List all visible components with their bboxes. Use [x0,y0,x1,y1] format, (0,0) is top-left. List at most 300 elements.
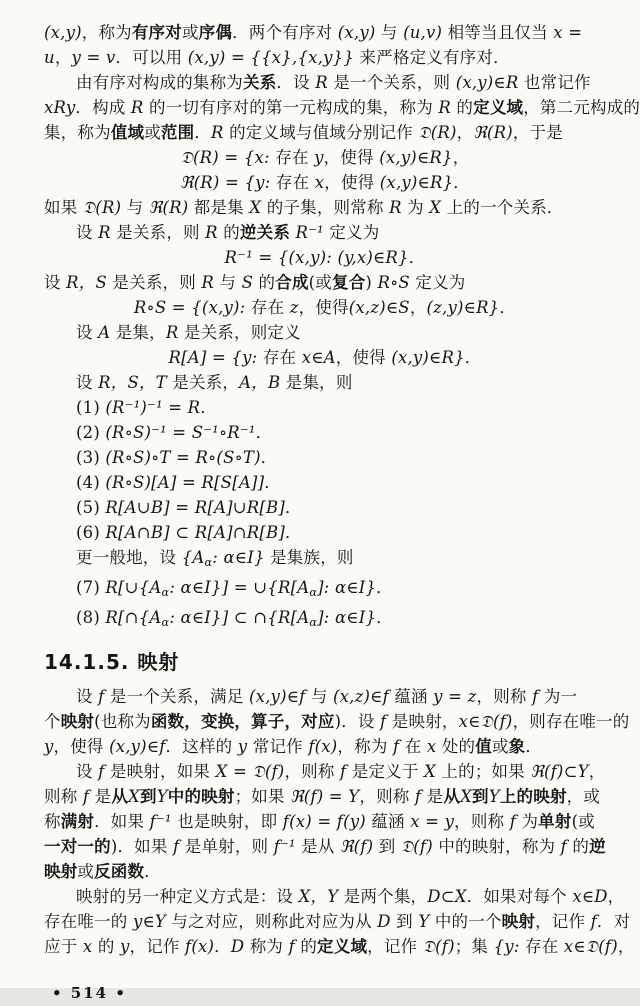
text-segment: 到 [139,787,157,807]
text-segment: ℜ(f) = Y [290,787,360,807]
text-segment: 为 [401,198,430,217]
text-segment: 单射 [538,812,572,832]
text-segment: 定义域 [473,98,524,117]
text-segment: y = v [71,48,116,67]
text-line [44,445,606,470]
text-segment: 蕴涵 [388,687,434,707]
text-segment: {A [181,548,205,567]
text-line [44,195,606,220]
text-segment: 𝔇(R) = {x: [180,148,276,167]
text-segment: x [314,173,325,192]
text-segment: R [211,123,224,142]
text-segment: 的 [450,98,474,117]
text-segment: 由有序对构成的集称为 [76,73,243,92]
text-segment: 满射 [60,812,95,832]
text-segment: 与 [375,23,404,42]
text-segment: 设 [76,762,99,782]
text-segment: 中的映射 [167,787,235,807]
text-segment: 存在 [250,298,290,317]
text-segment: R，S，T [98,373,167,392]
text-segment: ． [200,398,218,417]
text-segment: 复合 [332,273,366,292]
text-segment: x [426,737,437,757]
text-segment: 是单射，则 [179,837,274,857]
text-segment: 是映射，如果 [104,762,216,782]
text-segment: (x,y)∈R} [379,173,454,192]
text-line [44,575,606,605]
text-segment: R∘S = {(x,y): [133,298,251,317]
text-segment: ． [499,298,517,317]
text-line [44,370,606,395]
text-segment: 设 [76,687,99,707]
text-line [44,520,606,545]
text-segment: (R⁻¹)⁻¹ = R [105,398,201,417]
text-line [44,20,606,45]
text-segment: 合成 [275,273,309,292]
text-segment: ℜ(R) = {y: [180,173,276,192]
text-segment: 在 [399,737,427,757]
text-segment: (R∘S)[A] = R[S[A]] [105,473,265,492]
text-segment: S [241,273,254,292]
text-segment: ℜ(R) [148,198,189,217]
text-segment: 的定义域与值域分别记作 [223,123,419,142]
text-segment: ；如果 [234,787,291,807]
text-segment: 值域 [110,123,145,142]
text-segment: R∘S [377,273,410,292]
text-segment: (3) [76,448,106,467]
text-segment: 是关系， [166,373,240,392]
text-line [44,734,606,759]
text-segment: 为一 [538,687,578,707]
text-segment: 存在 [275,173,315,192]
text-segment: Y [488,787,500,807]
text-segment: ，则称 [476,687,533,707]
text-segment: 到 [390,912,419,932]
text-segment: f [560,837,567,857]
text-segment: 存在唯一的 [44,912,133,932]
formula-line [44,245,606,270]
text-segment: X [429,198,442,217]
text-segment: ． [408,248,426,267]
text-segment: ， [607,887,625,907]
text-segment: ．可以用 [115,48,188,67]
text-segment: (R∘S)∘T = R∘(S∘T) [105,448,261,467]
text-segment: 存在 [275,148,315,167]
text-segment: (或 [571,812,595,832]
text-segment: (1) [76,398,106,417]
text-segment: R[A] = {y: [168,348,263,367]
text-segment: 有序对 [131,23,182,42]
text-line [44,320,606,345]
text-segment: f⁻¹ [273,837,296,857]
text-line [44,809,606,834]
text-segment: x = y [410,812,455,832]
text-segment: 设 [76,223,99,242]
text-segment: 是一个关系，则 [327,73,456,92]
text-segment: (4) [76,473,106,492]
text-segment: 是 [421,787,444,807]
text-segment: y [314,148,324,167]
text-segment: ，则称 [284,762,340,782]
text-segment: ， [456,123,474,142]
text-line [44,709,630,734]
text-segment: ，使得 [335,348,392,367]
text-segment: 来严格定义有序对． [354,48,510,67]
text-segment: 逆 [589,837,606,857]
text-segment: ． [284,523,302,542]
text-segment: R [315,73,328,92]
text-segment: (u,v) [403,23,443,42]
text-segment: 存在 [262,348,302,367]
text-segment: ，则存在唯一的 [512,712,630,732]
text-segment: (x,y)∈R} [379,148,453,167]
text-segment: 的 [253,273,276,292]
text-segment: 的 [294,937,318,957]
text-segment: 𝔇(f) [400,837,433,857]
text-segment: 从 [111,787,129,807]
text-segment: (R∘S)⁻¹ = S⁻¹∘R⁻¹ [105,423,256,442]
text-segment: ．两个有序对 [232,23,338,42]
text-segment: R [165,323,179,342]
text-segment: 映射 [60,712,95,732]
text-segment: (x,z)∈f [333,687,389,707]
text-segment: ， [54,48,72,67]
text-segment: 是从 [295,837,341,857]
text-segment: xRy [44,98,76,117]
text-segment: ， [588,762,606,782]
text-segment: 到 [373,837,401,857]
text-segment: 映射 [44,862,78,882]
text-line [44,834,606,859]
text-segment: 是 [89,787,112,807]
text-segment: 象 [508,737,526,757]
text-segment: (x,y)∈R} [391,348,465,367]
text-segment: α [204,556,213,570]
text-segment: X [249,198,262,217]
page-number [52,981,606,1006]
text-segment: 如果 [44,198,83,217]
text-segment: f [509,812,516,832]
text-segment: ． [194,123,212,142]
text-segment: ，记作 [367,937,423,957]
text-segment: R [201,273,214,292]
text-segment: ．这样的 [165,737,238,757]
text-segment: Y [156,787,168,807]
text-segment: (x,y) [337,23,376,42]
text-line [44,220,606,245]
text-segment: 的 [92,937,120,957]
text-segment: 14.1.5. 映射 [44,650,180,675]
text-segment: X = 𝔇(f) [215,762,285,782]
text-segment: 或 [491,737,509,757]
text-line [44,470,606,495]
text-segment: 范围 [160,123,195,142]
text-segment: X [460,787,473,807]
text-segment: y∈Y [132,912,166,932]
text-segment: 逆关系 [239,223,291,242]
text-segment: ， [452,148,470,167]
text-segment: f [288,937,295,957]
text-segment: ． [376,608,393,628]
text-segment: f(x) = f(y) [282,812,366,832]
text-segment: : α∈I}] ⊂ ∩{R[A [169,608,310,628]
text-segment: 一对一的 [44,837,111,857]
text-segment: ，称为 [337,737,393,757]
text-segment: 定义为 [323,223,380,242]
text-segment: ．如果 [94,812,150,832]
text-segment: 是关系，则 [110,223,206,242]
section-heading [44,649,606,675]
text-segment: x∈D [572,887,608,907]
text-segment: f [392,737,400,757]
text-segment: : α∈I} [212,548,265,567]
text-segment: (8) [76,608,106,628]
text-segment: 定义域 [317,937,368,957]
text-segment: 定义为 [409,273,466,292]
text-segment: α [309,616,318,630]
text-segment: x = [553,23,583,42]
text-segment: ． [376,578,393,598]
text-line [44,684,606,709]
text-segment: 也是映射，即 [171,812,283,832]
text-segment: ℜ(f)⊂Y [530,762,589,782]
text-line [44,495,606,520]
text-segment: 𝔇(R) [418,123,457,142]
text-segment: 设 [76,323,99,342]
text-segment: (x,y) [44,23,82,42]
text-segment: ，使得 [53,737,110,757]
text-segment: y = z [433,687,477,707]
text-segment: x [82,937,93,957]
text-segment: R[∩{A [105,608,162,628]
text-segment: ，使得 [298,298,349,317]
text-segment: (5) [76,498,106,517]
text-segment: (6) [76,523,106,542]
text-segment: 称为 [244,937,289,957]
text-segment: 或 [77,862,95,882]
text-line [44,759,606,784]
text-segment: 中的映射，称为 [432,837,561,857]
text-line [44,270,606,295]
text-segment: 是关系，则定义 [178,323,301,342]
text-segment: f [380,712,387,732]
text-segment: X [128,787,140,807]
text-segment: 或 [181,23,199,42]
text-segment: α [309,586,318,600]
text-segment: R⁻¹ = {(x,y): (y,x)∈R} [224,248,409,267]
text-segment: D [230,937,245,957]
text-segment: 是集族，则 [264,548,354,567]
text-segment: ． [284,498,302,517]
text-segment: : α∈I}] = ∪{R[A [169,578,310,598]
text-segment: 与 [214,273,242,292]
text-segment: 是集， [110,323,166,342]
text-segment: R [438,98,451,117]
text-segment: ．对 [596,912,631,932]
text-segment: • 514 • [52,984,127,1003]
text-segment: ，使得 [324,173,380,192]
text-segment: (x,y) = {{x},{x,y}} [187,48,355,67]
formula-line [44,145,606,170]
text-segment: x∈𝔇(f) [563,937,618,957]
text-segment: )．如果 [110,837,173,857]
text-segment: 集，称为 [44,123,111,142]
text-segment: f [98,762,105,782]
text-segment: ， [409,298,427,317]
page-content [44,20,640,1006]
text-line [44,859,606,884]
text-segment: Y [418,912,430,932]
text-segment: 上的；如果 [435,762,531,782]
text-segment: 值 [475,737,492,757]
text-segment: ，第二元构成的 [523,98,640,117]
text-segment: f(x) [185,937,215,957]
text-segment: ．如果对每个 [466,887,573,907]
text-segment: ． [525,737,543,757]
text-segment: f⁻¹ [149,812,172,832]
text-segment: z [289,298,299,317]
text-segment: ，使得 [323,148,380,167]
text-segment: 与之对应，则称此对应为从 [165,912,378,932]
text-segment: ，则称 [359,787,415,807]
text-segment: 上的一个关系． [441,198,564,217]
text-segment: 的 [217,223,240,242]
text-segment: ． [255,423,273,442]
text-segment: 是两个集， [338,887,428,907]
text-segment: 设 [44,273,67,292]
text-segment: X [424,762,436,782]
text-segment: 处的 [436,737,476,757]
text-segment: ，称为 [81,23,132,42]
text-segment: A，B [239,373,281,392]
text-segment: 或 [144,123,161,142]
text-segment: (7) [76,578,106,598]
text-segment: ． [464,348,482,367]
text-segment: x∈A [301,348,336,367]
text-segment: 与 [121,198,149,217]
text-segment: α [161,586,170,600]
text-segment: y [119,937,130,957]
text-segment: (x,y)∈f [248,687,306,707]
text-segment: f [173,837,180,857]
text-segment: f [590,912,597,932]
text-segment: R [205,223,218,242]
text-segment: 设 [76,373,99,392]
text-segment: 是映射， [386,712,459,732]
text-segment: 为 [516,812,539,832]
text-segment: 与 [305,687,334,707]
text-segment: (x,z)∈S [348,298,410,317]
text-segment: 的子集，则常称 [261,198,390,217]
text-segment: 常记作 [247,737,309,757]
text-segment: 𝔇(f) [422,937,455,957]
text-segment: ， [617,937,635,957]
text-segment: D⊂X [427,887,467,907]
text-segment: ，则称 [454,812,510,832]
text-line [44,420,606,445]
text-segment: ，或 [566,787,601,807]
text-segment: X，Y [298,887,339,907]
text-segment: ．设 [276,73,316,92]
text-segment: {y: [493,937,526,957]
text-segment: ]: α∈I} [317,578,377,598]
text-segment: ) [365,273,378,292]
text-segment: (也称为 [94,712,151,732]
text-segment: 相等当且仅当 [442,23,554,42]
text-segment: R[∪{A [105,578,162,598]
text-segment: ． [264,473,281,492]
text-segment: R [98,223,111,242]
text-segment: 都是集 [188,198,250,217]
text-segment: 到 [472,787,489,807]
text-segment: 的 [566,837,590,857]
text-segment: R，S [66,273,107,292]
text-segment: 更一般地，设 [76,548,182,567]
text-segment: 则称 [44,787,83,807]
text-line [44,395,606,420]
text-segment: f [98,687,105,707]
text-segment: )．设 [334,712,381,732]
text-line [44,884,625,909]
text-segment: D [377,912,391,932]
text-segment: u [44,48,55,67]
text-segment: f [414,787,422,807]
text-segment: y [44,737,54,757]
text-line [44,605,606,635]
text-segment: ，记作 [535,912,591,932]
text-segment: (或 [308,273,333,292]
text-segment: 是集，则 [280,373,353,392]
text-line [44,909,631,934]
text-segment: 𝔇(R) [82,198,122,217]
text-segment: 是关系，则 [106,273,202,292]
text-segment: (2) [76,423,106,442]
formula-line [44,170,606,195]
text-segment: ． [453,173,470,192]
text-segment: y [237,737,248,757]
text-segment: 是定义于 [346,762,425,782]
text-segment: 称 [44,812,61,832]
text-segment: 存在 [525,937,564,957]
text-segment: R⁻¹ [295,223,324,242]
text-segment: 蕴涵 [365,812,411,832]
text-segment: 应于 [44,937,83,957]
text-line [44,784,606,809]
text-line [44,45,606,70]
text-line [44,120,606,145]
text-segment: 关系 [243,73,277,92]
text-segment: 也常记作 [518,73,591,92]
text-segment: 的一切有序对的第一元构成的集，称为 [143,98,439,117]
text-segment: ．构成 [75,98,131,117]
text-segment: (z,y)∈R} [426,298,500,317]
text-segment: (x,y)∈f [109,737,166,757]
text-segment: ]: α∈I} [317,608,377,628]
text-segment: f [82,787,90,807]
text-line [44,95,640,120]
text-segment: ． [144,862,161,882]
text-segment: ． [214,937,231,957]
text-segment: R[A∪B] = R[A]∪R[B] [105,498,285,517]
text-segment: f [340,762,347,782]
text-segment: 个 [44,712,61,732]
text-line [44,70,606,95]
formula-line [44,295,606,320]
text-segment: ，记作 [129,937,186,957]
text-segment: 序偶 [198,23,233,42]
text-segment: f [532,687,539,707]
text-segment: 从 [443,787,461,807]
